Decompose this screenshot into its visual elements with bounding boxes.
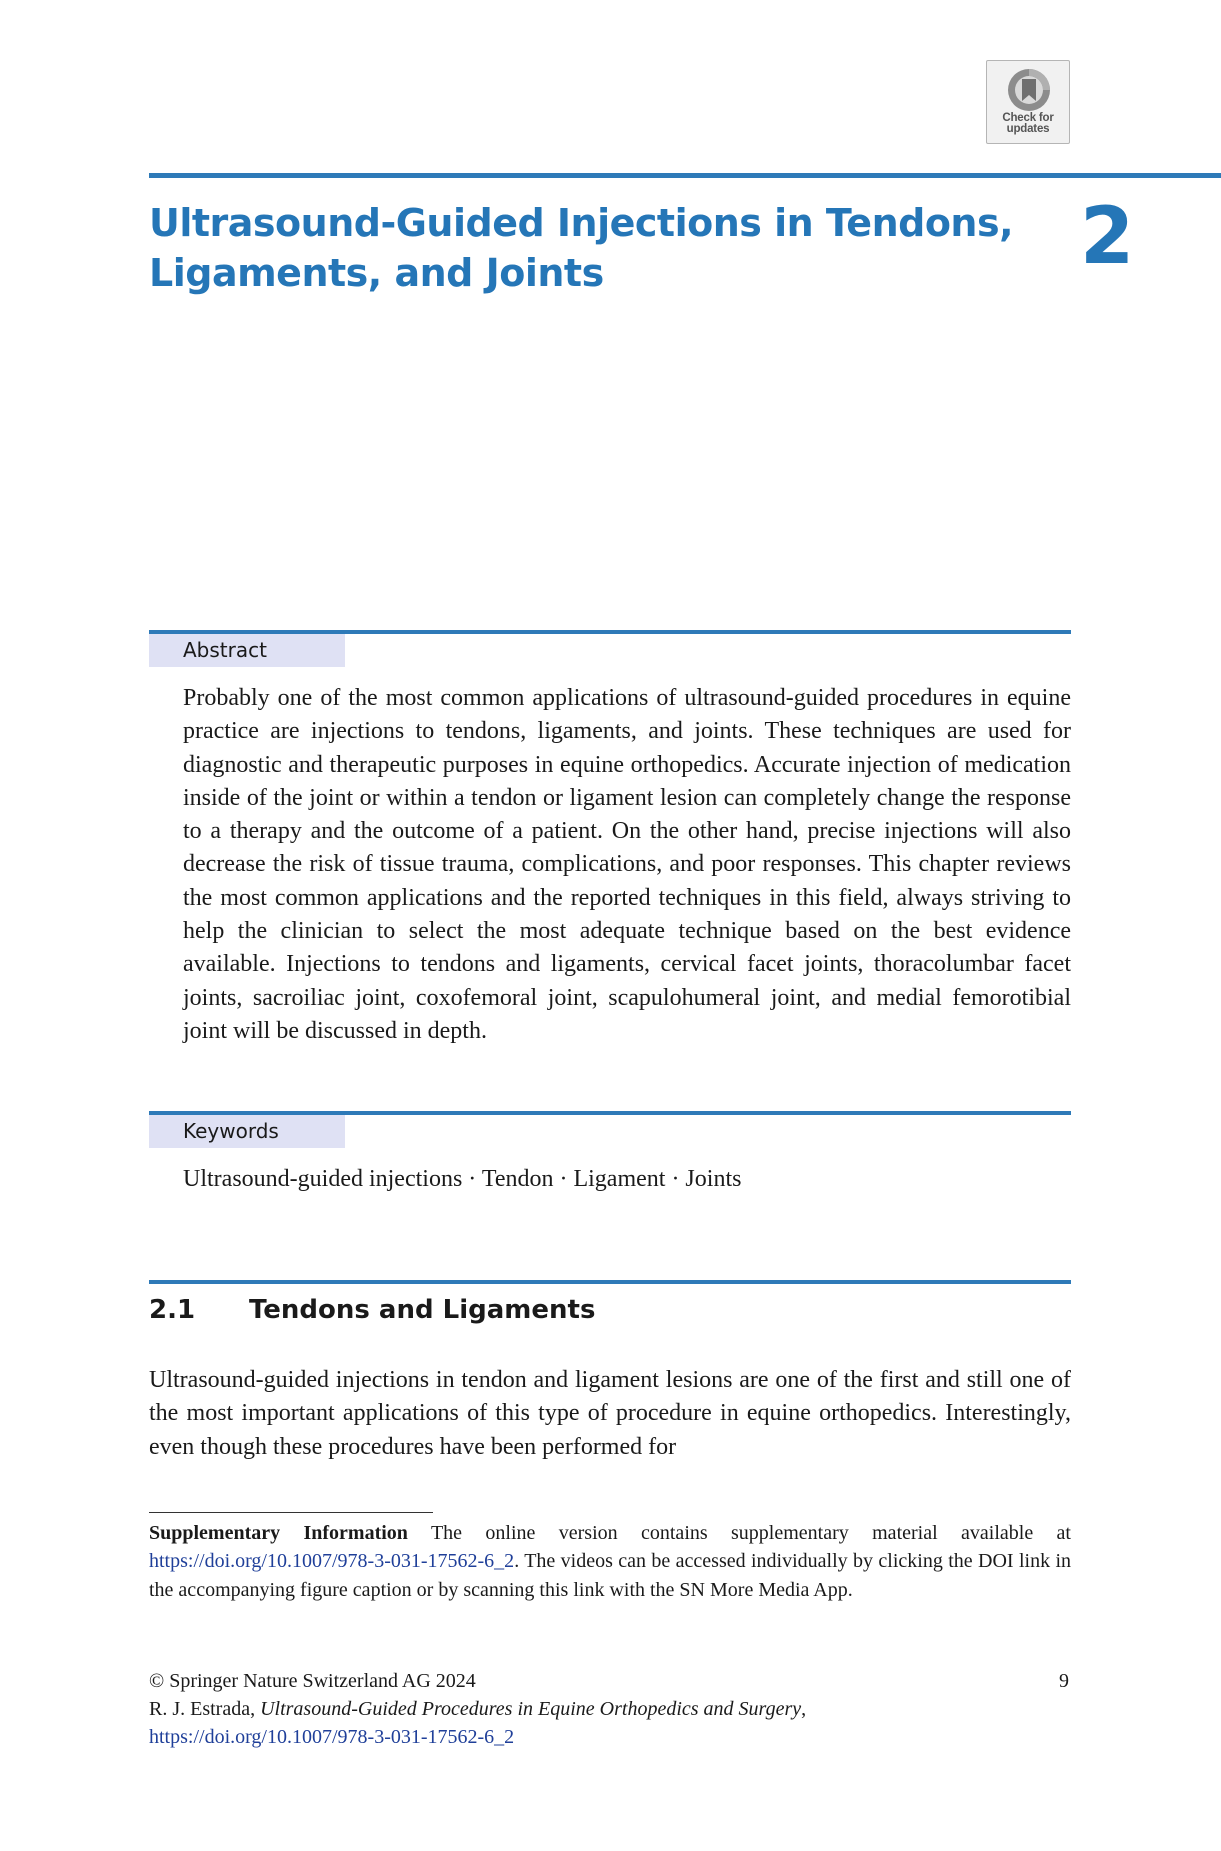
section-number: 2.1 — [149, 1295, 196, 1325]
chapter-title-line2: Ligaments, and Joints — [149, 251, 604, 295]
citation-doi-wrap — [149, 1723, 514, 1751]
badge-text — [987, 113, 1069, 135]
check-for-updates-badge[interactable] — [986, 60, 1070, 144]
footnote-text-after: . The videos can be accessed individually by clicking the DOI link in the accompanying figure caption or by scanning this link with the SN More Media App. — [149, 1550, 1071, 1601]
abstract-text: Probably one of the most common applications of ultrasound-guided procedures in equine practice are injections to tendons, ligaments, and joints. These techniques are used for diagnostic and therapeutic purposes in equine orthopedics. Accurate injection of medication inside of the joint or within a tendon or ligament lesion can completely change the response to a therapy and the outcome of a patient. On the other hand, precise injections will also decrease the risk of tissue trauma, complications, and poor responses. This chapter reviews the most common applications and the reported techniques in this field, always striving to help the clinician to select the most adequate technique based on the best evidence available. Injections to tendons and ligaments, cervical facet joints, thoracolumbar facet joints, sacroiliac joint, coxofemoral joint, scapulohumeral joint, and medial femorotibial joint will be discussed in depth. — [183, 685, 1071, 1044]
badge-line2: updates — [1006, 123, 1050, 135]
page-number: 9 — [1059, 1670, 1069, 1692]
section-heading — [149, 1290, 595, 1330]
footnote-text-before: The online version contains supplementary material available at — [407, 1522, 1071, 1544]
keywords-text: Ultrasound-guided injections · Tendon · Ligament · Joints — [183, 1166, 742, 1192]
citation-author: R. J. Estrada, — [149, 1698, 261, 1720]
footnote-label: Supplementary Information — [149, 1522, 408, 1544]
update-icon — [1006, 67, 1052, 113]
section-body-text: Ultrasound-guided injections in tendon and ligament lesions are one of the first and still one of the most important applications of this type of procedure in equine orthopedics. Interestingly, even though these procedures have been performed for — [149, 1367, 1071, 1460]
badge-line1: Check for — [1002, 112, 1054, 124]
citation-punct: , — [801, 1698, 807, 1720]
citation-doi-link[interactable]: https://doi.org/10.1007/978-3-031-17562-6_2 — [149, 1726, 515, 1748]
footnote-rule — [149, 1512, 433, 1513]
chapter-top-rule — [149, 173, 1221, 178]
chapter-number: 2 — [1080, 192, 1135, 282]
section-title: Tendons and Ligaments — [249, 1295, 596, 1325]
keywords-label: Keywords — [149, 1115, 345, 1148]
abstract-label: Abstract — [149, 634, 345, 667]
citation-book-title: Ultrasound-Guided Procedures in Equine Orthopedics and Surgery — [260, 1698, 802, 1720]
chapter-title-line1: Ultrasound-Guided Injections in Tendons, — [149, 201, 1014, 245]
book-citation — [149, 1695, 1071, 1723]
supplementary-footnote — [149, 1519, 1071, 1604]
footnote-doi-link[interactable]: https://doi.org/10.1007/978-3-031-17562-6_2 — [149, 1550, 515, 1573]
copyright-line: © Springer Nature Switzerland AG 2024 — [149, 1670, 476, 1692]
section-rule — [149, 1280, 1071, 1284]
chapter-title — [149, 198, 1019, 298]
